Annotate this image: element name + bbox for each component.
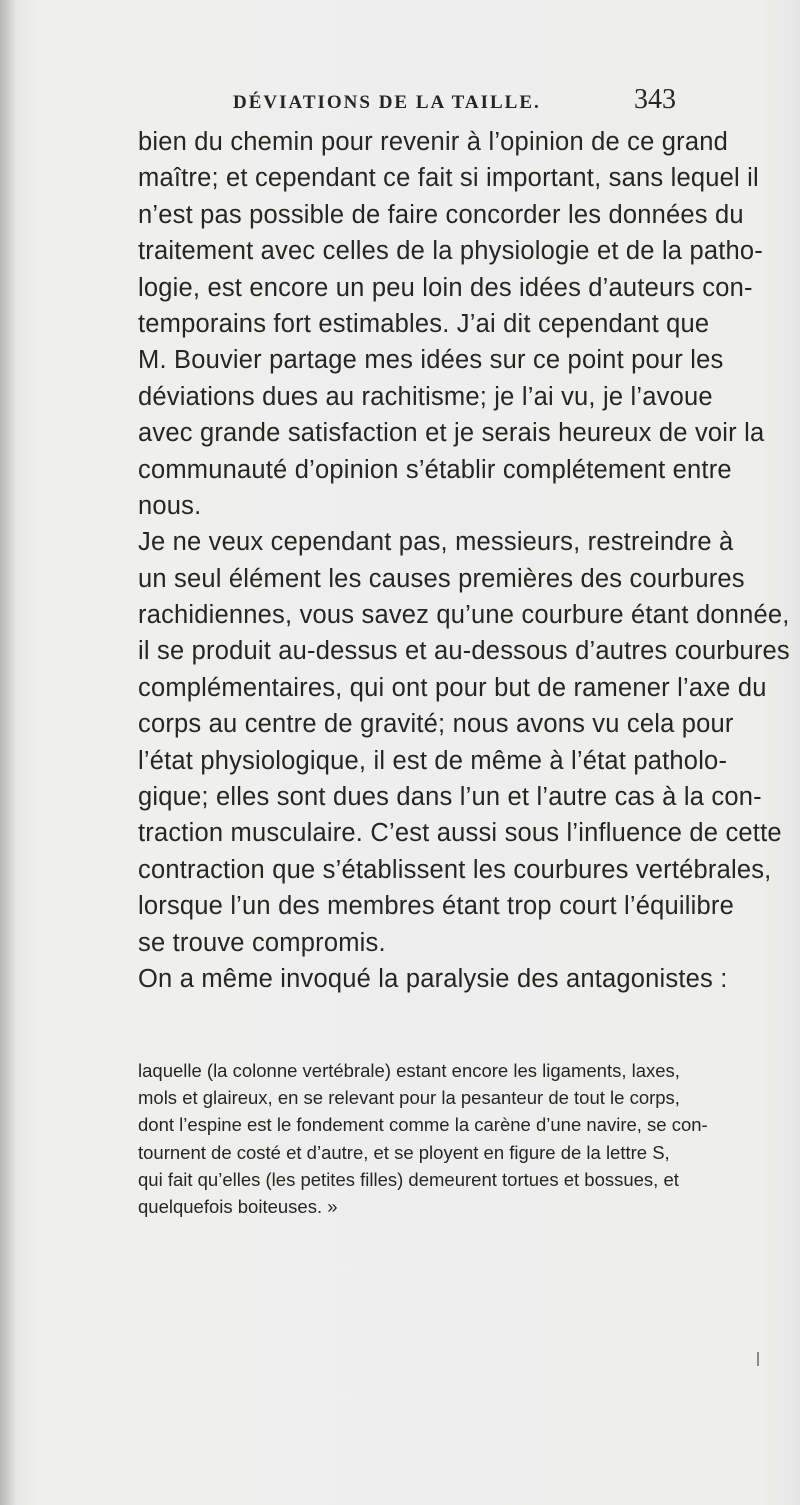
- main-text: [138, 124, 790, 997]
- footnote-line: tournent de costé et d’autre, et se ployent en figure de la lettre S,: [138, 1141, 670, 1163]
- text-line: se trouve compromis.: [138, 928, 386, 957]
- text-line: On a même invoqué la paralysie des antagonistes :: [138, 964, 728, 993]
- text-line: logie, est encore un peu loin des idées d’auteurs con-: [138, 273, 753, 302]
- text-line: corps au centre de gravité; nous avons vu cela pour: [138, 710, 734, 739]
- footnote-line: dont l’espine est le fondement comme la carène d’une navire, se con-: [138, 1114, 708, 1136]
- text-line: Je ne veux cependant pas, messieurs, restreindre à: [138, 528, 734, 557]
- text-line: avec grande satisfaction et je serais heureux de voir la: [138, 419, 765, 448]
- text-line: contraction que s’établissent les courbures vertébrales,: [138, 855, 772, 884]
- text-line: temporains fort estimables. J’ai dit cependant que: [138, 309, 710, 338]
- page-gutter-shadow: [0, 0, 16, 1505]
- text-line: maître; et cependant ce fait si important, sans lequel il: [138, 164, 759, 193]
- text-line: rachidiennes, vous savez qu’une courbure étant donnée,: [138, 601, 790, 630]
- text-line: communauté d’opinion s’établir complétement entre: [138, 455, 732, 484]
- text-line: lorsque l’un des membres étant trop court l’équilibre: [138, 892, 734, 921]
- text-line: bien du chemin pour revenir à l’opinion de ce grand: [138, 128, 728, 156]
- footnote-line: quelquefois boiteuses. »: [138, 1195, 338, 1217]
- text-line: M. Bouvier partage mes idées sur ce point pour les: [138, 346, 724, 375]
- text-line: l’état physiologique, il est de même à l’état patholo-: [138, 746, 728, 775]
- text-line: nous.: [138, 491, 202, 520]
- text-line: traitement avec celles de la physiologie et de la patho-: [138, 237, 763, 266]
- footnote: [138, 1057, 718, 1220]
- text-line: il se produit au-dessus et au-dessous d’autres courbures: [138, 637, 790, 666]
- print-blemish: [757, 1352, 759, 1366]
- text-line: traction musculaire. C’est aussi sous l’influence de cette: [138, 819, 782, 848]
- running-title: DÉVIATIONS DE LA TAILLE.: [233, 92, 541, 113]
- text-line: n’est pas possible de faire concorder les données du: [138, 200, 744, 229]
- page-number: 343: [634, 84, 676, 115]
- text-line: déviations dues au rachitisme; je l’ai vu, je l’avoue: [138, 382, 713, 411]
- footnote-line: mols et glaireux, en se relevant pour la pesanteur de tout le corps,: [138, 1087, 680, 1109]
- text-line: un seul élément les causes premières des courbures: [138, 564, 745, 593]
- text-line: gique; elles sont dues dans l’un et l’autre cas à la con-: [138, 783, 762, 812]
- footnote-line: qui fait qu’elles (les petites filles) demeurent tortues et bossues, et: [138, 1168, 679, 1190]
- footnote-line: laquelle (la colonne vertébrale) estant encore les ligaments, laxes,: [138, 1060, 680, 1081]
- text-line: complémentaires, qui ont pour but de ramener l’axe du: [138, 673, 767, 702]
- page-header: [0, 86, 800, 126]
